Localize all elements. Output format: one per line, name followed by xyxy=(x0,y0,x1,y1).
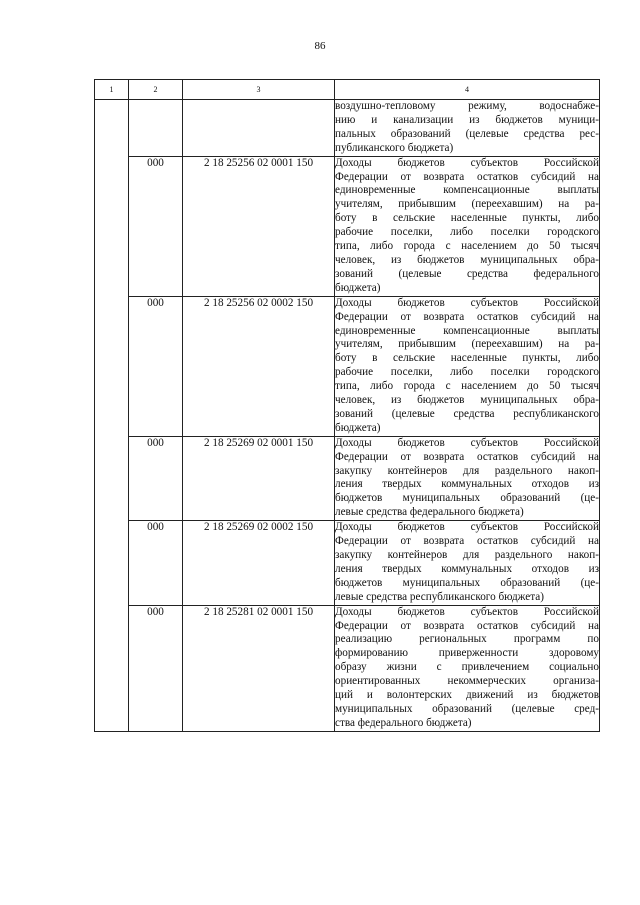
description-line: левые средства федерального бюджета) xyxy=(335,506,524,519)
description-line: учителям, прибывшим (переехавшим) на ра- xyxy=(335,198,599,211)
description-line: ориентированных некоммерческих организа- xyxy=(335,675,599,688)
description-line: типа, либо города с населением до 50 тысяч xyxy=(335,380,599,393)
description-line: человек, из бюджетов муниципальных обра- xyxy=(335,253,599,266)
column-header-4: 4 xyxy=(335,80,600,100)
description-cell xyxy=(335,605,600,731)
description-line: бюджетов муниципальных образований (це- xyxy=(335,492,599,505)
description-line: бюджета) xyxy=(335,281,381,294)
description-line: образу жизни с привлечением социально xyxy=(335,661,599,674)
description-line: реализацию региональных программ по xyxy=(335,633,599,646)
description-line: Федерации от возврата остатков субсидий на xyxy=(335,450,599,463)
description-line: учителям, прибывшим (переехавшим) на ра- xyxy=(335,338,599,351)
description-line: Федерации от возврата остатков субсидий на xyxy=(335,170,599,183)
description-line: Доходы бюджетов субъектов Российской xyxy=(335,605,599,618)
table-row xyxy=(95,296,600,436)
column-header-2: 2 xyxy=(129,80,183,100)
description-line: единовременные компенсационные выплаты xyxy=(335,324,599,337)
table-row xyxy=(95,436,600,520)
description-cell xyxy=(335,100,600,157)
description-line: зований (целевые средства республиканского xyxy=(335,407,599,420)
description-line: левые средства республиканского бюджета) xyxy=(335,590,544,603)
admin-code-cell: 000 xyxy=(129,436,183,520)
description-line: Федерации от возврата остатков субсидий на xyxy=(335,535,599,548)
column-header-3: 3 xyxy=(183,80,335,100)
description-line: рабочие поселки, либо поселки городского xyxy=(335,366,599,379)
description-line: бюджетов муниципальных образований (це- xyxy=(335,576,599,589)
revenue-code-cell: 2 18 25269 02 0001 150 xyxy=(183,436,335,520)
description-line: формированию приверженности здоровому xyxy=(335,647,599,660)
revenue-code-cell: 2 18 25256 02 0002 150 xyxy=(183,296,335,436)
description-line: публиканского бюджета) xyxy=(335,141,454,154)
table-row xyxy=(95,156,600,296)
description-line: рабочие поселки, либо поселки городского xyxy=(335,226,599,239)
table-row xyxy=(95,100,600,157)
table-row xyxy=(95,521,600,605)
description-line: муниципальных образований (целевые сред- xyxy=(335,702,599,715)
description-line: ства федерального бюджета) xyxy=(335,716,472,729)
description-line: закупку контейнеров для раздельного накоп- xyxy=(335,549,599,561)
description-line: Федерации от возврата остатков субсидий на xyxy=(335,310,599,323)
revenue-code-cell xyxy=(183,100,335,157)
admin-code-cell: 000 xyxy=(129,156,183,296)
column-1-cell xyxy=(95,100,129,732)
column-header-1: 1 xyxy=(95,80,129,100)
admin-code-cell: 000 xyxy=(129,296,183,436)
revenue-codes-table xyxy=(94,79,600,732)
admin-code-cell: 000 xyxy=(129,605,183,731)
description-line: единовременные компенсационные выплаты xyxy=(335,184,599,197)
description-line: бюджета) xyxy=(335,421,381,434)
page-number: 86 xyxy=(314,40,326,52)
revenue-code-cell: 2 18 25269 02 0002 150 xyxy=(183,521,335,605)
revenue-code-cell: 2 18 25256 02 0001 150 xyxy=(183,156,335,296)
description-line: Доходы бюджетов субъектов Российской xyxy=(335,156,599,169)
description-line: боту в сельские населенные пункты, либо xyxy=(335,212,599,225)
description-line: нию и канализации из бюджетов муници- xyxy=(335,113,599,126)
revenue-code-cell: 2 18 25281 02 0001 150 xyxy=(183,605,335,731)
description-cell xyxy=(335,156,600,296)
description-cell xyxy=(335,436,600,520)
description-line: Доходы бюджетов субъектов Российской xyxy=(335,436,599,449)
description-line: закупку контейнеров для раздельного накоп- xyxy=(335,464,599,477)
table-header-row xyxy=(95,80,600,100)
description-line: зований (целевые средства федерального xyxy=(335,267,599,280)
description-line: Доходы бюджетов субъектов Российской xyxy=(335,521,599,534)
description-line: типа, либо города с населением до 50 тысяч xyxy=(335,240,599,253)
description-line: воздушно-тепловому режиму, водоснабже- xyxy=(335,100,599,112)
description-line: человек, из бюджетов муниципальных обра- xyxy=(335,394,599,407)
admin-code-cell xyxy=(129,100,183,157)
description-cell xyxy=(335,296,600,436)
description-cell xyxy=(335,521,600,605)
table-row xyxy=(95,605,600,731)
admin-code-cell: 000 xyxy=(129,521,183,605)
description-line: Доходы бюджетов субъектов Российской xyxy=(335,296,599,309)
description-line: пальных образований (целевые средства рес- xyxy=(335,127,599,140)
description-line: ления твердых коммунальных отходов из xyxy=(335,562,599,575)
description-line: ления твердых коммунальных отходов из xyxy=(335,478,599,491)
description-line: Федерации от возврата остатков субсидий на xyxy=(335,619,599,632)
description-line: ций и волонтерских движений из бюджетов xyxy=(335,689,599,702)
description-line: боту в сельские населенные пункты, либо xyxy=(335,352,599,365)
